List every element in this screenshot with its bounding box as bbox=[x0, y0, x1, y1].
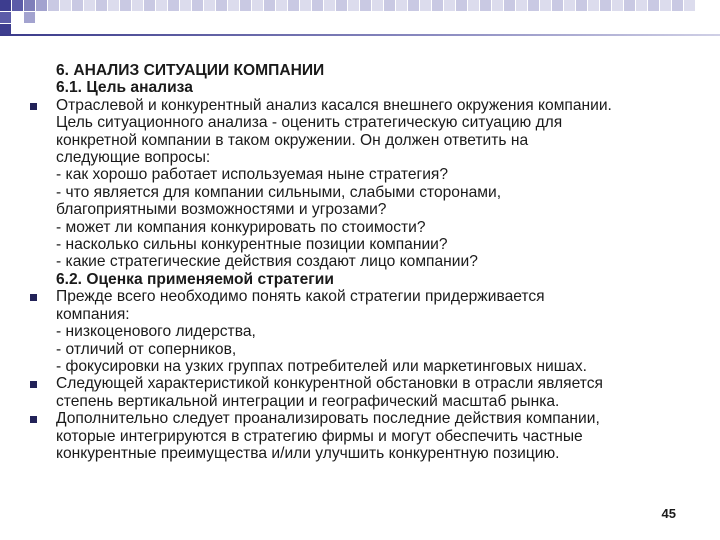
deco-square bbox=[480, 0, 491, 11]
deco-square bbox=[48, 0, 59, 11]
paragraph-2 bbox=[56, 288, 696, 375]
deco-square bbox=[108, 0, 119, 11]
deco-square bbox=[0, 0, 11, 11]
text-line: - как хорошо работает используемая ныне стратегия? bbox=[56, 166, 449, 184]
deco-square bbox=[552, 0, 563, 11]
deco-square bbox=[516, 0, 527, 11]
deco-square bbox=[288, 0, 299, 11]
text-line: - низкоценового лидерства, bbox=[56, 323, 256, 341]
deco-square bbox=[540, 0, 551, 11]
deco-square bbox=[84, 0, 95, 11]
paragraph-4 bbox=[56, 410, 696, 462]
text-line: - фокусировки на узких группах потребителей или маркетинговых нишах. bbox=[56, 357, 588, 375]
deco-square bbox=[156, 0, 167, 11]
deco-square bbox=[12, 12, 23, 23]
text-line: - может ли компания конкурировать по стоимости? bbox=[56, 218, 426, 236]
slide-content bbox=[56, 62, 696, 462]
deco-square bbox=[276, 0, 287, 11]
deco-square bbox=[660, 0, 671, 11]
deco-square bbox=[444, 0, 455, 11]
deco-square bbox=[420, 0, 431, 11]
deco-square bbox=[648, 0, 659, 11]
text-line: конкурентные преимущества и/или улучшить конкурентную позицию. bbox=[56, 444, 560, 462]
text-line: - насколько сильны конкурентные позиции компании? bbox=[56, 236, 448, 254]
deco-square bbox=[684, 0, 695, 11]
deco-square bbox=[12, 0, 23, 11]
deco-square bbox=[180, 0, 191, 11]
bullet-icon bbox=[30, 294, 37, 301]
text-line: - отличий от соперников, bbox=[56, 340, 237, 358]
deco-square bbox=[96, 0, 107, 11]
bullet-icon bbox=[30, 416, 37, 423]
deco-square bbox=[504, 0, 515, 11]
deco-square bbox=[576, 0, 587, 11]
text-line: благоприятными возможностями и угрозами? bbox=[56, 201, 387, 219]
bullet-icon bbox=[30, 103, 37, 110]
deco-square bbox=[240, 0, 251, 11]
deco-square bbox=[360, 0, 371, 11]
text-line: конкретной компании в таком окружении. Он должен ответить на bbox=[56, 131, 529, 149]
deco-square bbox=[324, 0, 335, 11]
text-line: которые интегрируются в стратегию фирмы и могут обеспечить частные bbox=[56, 427, 583, 445]
page-number: 45 bbox=[661, 506, 676, 521]
section-subtitle-2: 6.2. Оценка применяемой стратегии bbox=[56, 270, 334, 288]
text-line: Цель ситуационного анализа - оценить стратегическую ситуацию для bbox=[56, 114, 563, 132]
deco-square bbox=[228, 0, 239, 11]
text-line: степень вертикальной интеграции и географический масштаб рынка. bbox=[56, 392, 560, 410]
deco-square bbox=[264, 0, 275, 11]
deco-square bbox=[336, 0, 347, 11]
text-line: следующие вопросы: bbox=[56, 149, 211, 167]
deco-square bbox=[36, 0, 47, 11]
text-line: - какие стратегические действия создают лицо компании? bbox=[56, 253, 478, 271]
slide-title: 6. АНАЛИЗ СИТУАЦИИ КОМПАНИИ bbox=[56, 62, 325, 79]
text-line: - что является для компании сильными, слабыми сторонами, bbox=[56, 183, 502, 201]
deco-square bbox=[72, 0, 83, 11]
deco-square bbox=[600, 0, 611, 11]
deco-square bbox=[468, 0, 479, 11]
deco-square bbox=[564, 0, 575, 11]
deco-square bbox=[348, 0, 359, 11]
text-line: Следующей характеристикой конкурентной обстановки в отрасли является bbox=[56, 375, 603, 393]
section-subtitle-1: 6.1. Цель анализа bbox=[56, 79, 193, 97]
bullet-icon bbox=[30, 381, 37, 388]
header-decoration bbox=[0, 0, 696, 11]
header-rule bbox=[0, 34, 720, 36]
deco-square bbox=[492, 0, 503, 11]
deco-square bbox=[120, 0, 131, 11]
deco-square bbox=[132, 0, 143, 11]
deco-square bbox=[300, 0, 311, 11]
deco-square bbox=[528, 0, 539, 11]
deco-square bbox=[24, 12, 35, 23]
text-line: Дополнительно следует проанализировать последние действия компании, bbox=[56, 410, 600, 428]
deco-square bbox=[408, 0, 419, 11]
deco-square bbox=[192, 0, 203, 11]
deco-square bbox=[672, 0, 683, 11]
deco-square bbox=[372, 0, 383, 11]
deco-square bbox=[204, 0, 215, 11]
text-line: Отраслевой и конкурентный анализ касался внешнего окружения компании. bbox=[56, 96, 612, 114]
deco-square bbox=[396, 0, 407, 11]
deco-square bbox=[624, 0, 635, 11]
paragraph-3 bbox=[56, 375, 696, 410]
deco-square bbox=[144, 0, 155, 11]
paragraph-1 bbox=[56, 97, 696, 271]
deco-square bbox=[216, 0, 227, 11]
deco-square bbox=[456, 0, 467, 11]
deco-square bbox=[252, 0, 263, 11]
text-line: компания: bbox=[56, 305, 130, 323]
deco-square bbox=[432, 0, 443, 11]
deco-square bbox=[612, 0, 623, 11]
deco-square bbox=[636, 0, 647, 11]
header-decoration-row2 bbox=[0, 12, 36, 23]
deco-square bbox=[588, 0, 599, 11]
deco-square bbox=[0, 12, 11, 23]
deco-square bbox=[60, 0, 71, 11]
deco-square bbox=[312, 0, 323, 11]
text-line: Прежде всего необходимо понять какой стратегии придерживается bbox=[56, 288, 545, 306]
deco-square bbox=[384, 0, 395, 11]
deco-square bbox=[24, 0, 35, 11]
deco-square bbox=[168, 0, 179, 11]
